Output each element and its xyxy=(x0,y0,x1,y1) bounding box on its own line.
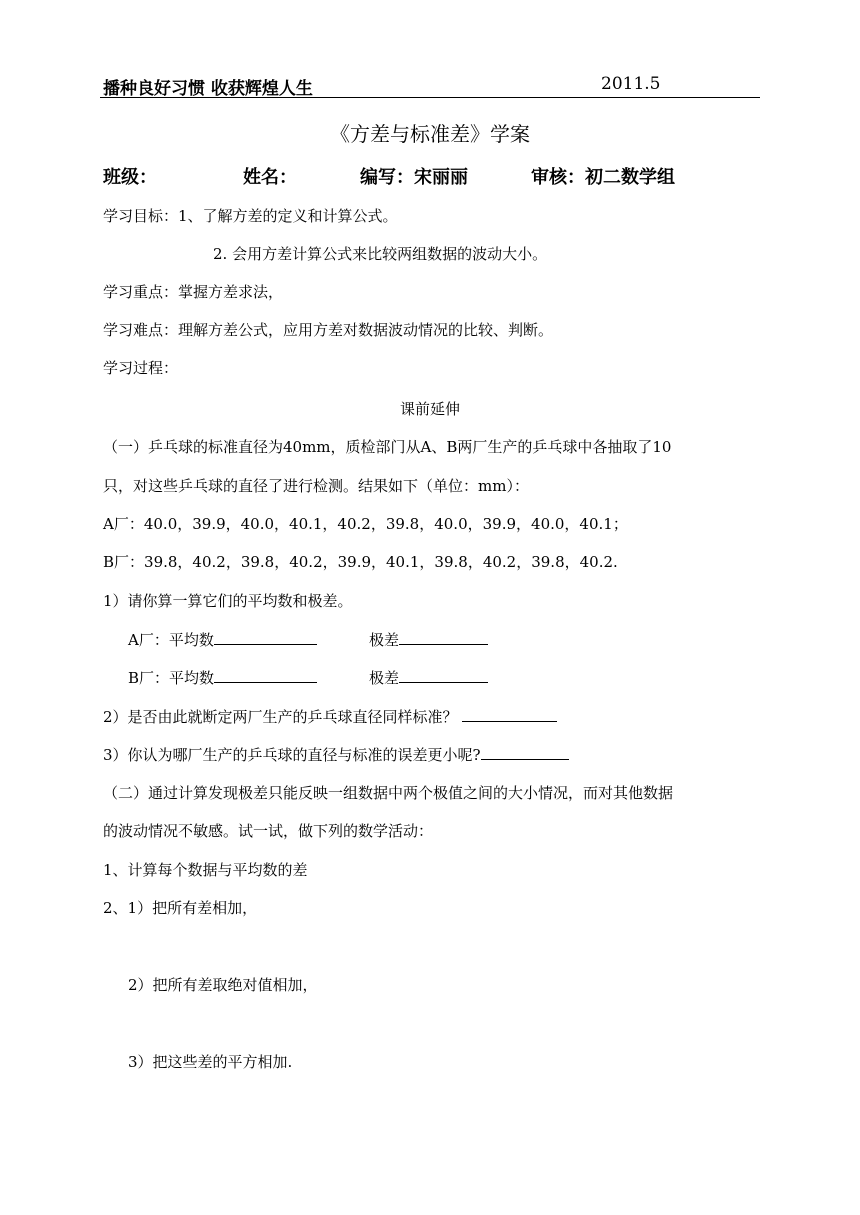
learning-goal-2: 2. 会用方差计算公式来比较两组数据的波动大小。 xyxy=(213,245,548,263)
question-2: 2）是否由此就断定两厂生产的乒乓球直径同样标准？ xyxy=(103,708,458,726)
learning-goal-1: 学习目标：1、了解方差的定义和计算公式。 xyxy=(103,207,398,225)
factory-b-data: B厂：39.8，40.2，39.8，40.2，39.9，40.1，39.8，40.2，39.8，40.2. xyxy=(103,553,618,571)
step-2-3: 3）把这些差的平方相加. xyxy=(128,1053,293,1071)
a-mean-label: A厂：平均数 xyxy=(128,631,214,649)
difficulty: 学习难点：理解方差公式，应用方差对数据波动情况的比较、判断。 xyxy=(103,321,554,339)
b-range-label: 极差 xyxy=(369,669,400,687)
header-divider xyxy=(100,97,760,98)
question-3-blank[interactable] xyxy=(481,743,569,760)
name-label: 姓名： xyxy=(243,167,297,188)
section-title: 课前延伸 xyxy=(399,400,460,418)
a-mean-row xyxy=(128,628,317,650)
b-range-blank[interactable] xyxy=(399,666,488,683)
step-2-2: 2）把所有差取绝对值相加， xyxy=(128,976,318,994)
key-point: 学习重点：掌握方差求法， xyxy=(103,283,284,301)
page-title: 《方差与标准差》学案 xyxy=(330,122,530,146)
b-range-row xyxy=(369,666,488,688)
author-label: 编写：宋丽丽 xyxy=(360,167,468,188)
part1-intro-line1: （一）乒乓球的标准直径为40mm，质检部门从A、B两厂生产的乒乓球中各抽取了10 xyxy=(103,438,672,456)
process-label: 学习过程： xyxy=(103,359,179,377)
a-range-label: 极差 xyxy=(369,631,400,649)
reviewer-label: 审核：初二数学组 xyxy=(531,167,675,188)
step-1: 1、计算每个数据与平均数的差 xyxy=(103,861,308,879)
header-motto: 播种良好习惯 收获辉煌人生 xyxy=(103,79,313,99)
header-date: 2011.5 xyxy=(601,74,661,94)
b-mean-row xyxy=(128,666,317,688)
a-mean-blank[interactable] xyxy=(214,628,317,645)
a-range-row xyxy=(369,628,488,650)
a-range-blank[interactable] xyxy=(399,628,488,645)
class-label: 班级： xyxy=(103,167,157,188)
step-2-1: 2、1）把所有差相加， xyxy=(103,899,258,917)
b-mean-label: B厂：平均数 xyxy=(128,669,215,687)
part2-intro-line2: 的波动情况不敏感。试一试，做下列的数学活动： xyxy=(103,822,434,840)
part2-intro-line1: （二）通过计算发现极差只能反映一组数据中两个极值之间的大小情况，而对其他数据 xyxy=(103,784,674,802)
question-1: 1）请你算一算它们的平均数和极差。 xyxy=(103,592,353,610)
question-3: 3）你认为哪厂生产的乒乓球的直径与标准的误差更小呢? xyxy=(103,746,481,764)
factory-a-data: A厂：40.0，39.9，40.0，40.1，40.2，39.8，40.0，39.9，40.0，40.1； xyxy=(103,515,628,533)
b-mean-blank[interactable] xyxy=(214,666,317,683)
question-2-row xyxy=(103,705,557,727)
question-3-row xyxy=(103,743,569,765)
question-2-blank[interactable] xyxy=(462,705,557,722)
part1-intro-line2: 只，对这些乒乓球的直径了进行检测。结果如下（单位：mm）： xyxy=(103,477,529,495)
